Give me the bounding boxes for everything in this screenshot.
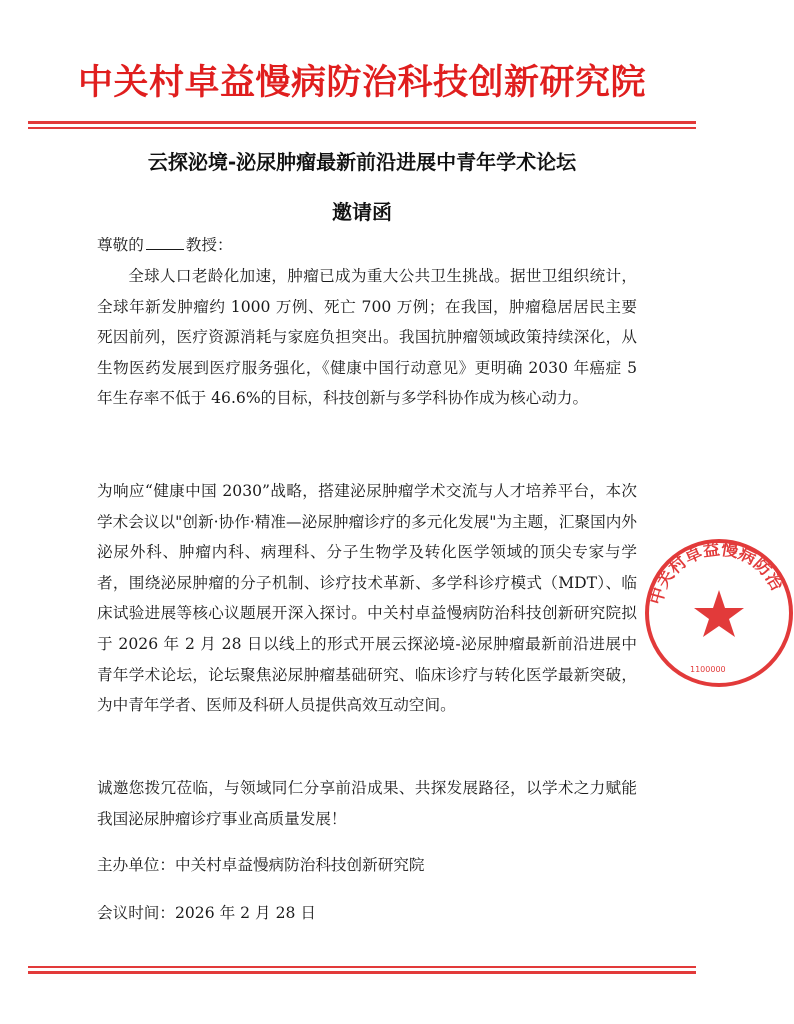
seal-code: 1100000 [690,665,726,674]
seal-star-icon [694,590,744,637]
paragraph-theme: 为响应“健康中国 2030”战略，搭建泌尿肿瘤学术交流与人才培养平台，本次学术会议以"创新·协作·精准—泌尿肿瘤诊疗的多元化发展"为主题，汇聚国内外泌尿外科、肿瘤内科、病理科、分子生物学及转化医学领域的顶尖专家与学者，围绕泌尿肿瘤的分子机制、诊疗技术革新、多学科诊疗模式（MDT）、临床试验进展等核心议题展开深入探讨。中关村卓益慢病防治科技创新研究院拟于 2026 年 2 月 28 日以线上的形式开展云探泌境-泌尿肿瘤最新前沿进展中青年学术论坛，论坛聚焦泌尿肿瘤基础研究、临床诊疗与转化医学最新突破，为中青年学者、医师及科研人员提供高效互动空间。 [97,482,637,715]
salutation [97,232,233,258]
footer-rule-thick [28,971,696,974]
header-rule-thin [28,127,696,129]
salutation-suffix: 教授： [185,236,233,254]
seal-text: 中关村卓益慢病防治 [646,539,787,607]
name-blank [146,233,184,250]
official-seal-icon [644,538,794,688]
footer-rule-thin [28,966,696,968]
organization-header: 中关村卓益慢病防治科技创新研究院 [77,63,646,103]
document-title: 云探泌境-泌尿肿瘤最新前沿进展中青年学术论坛 [147,150,577,174]
document-subtitle: 邀请函 [332,200,392,224]
meeting-time-line: 会议时间：2026 年 2 月 28 日 [97,904,316,922]
salutation-prefix: 尊敬的 [97,236,144,254]
header-rule-thick [28,121,696,124]
organizer-line: 主办单位：中关村卓益慢病防治科技创新研究院 [97,856,425,874]
paragraph-intro: 全球人口老龄化加速，肿瘤已成为重大公共卫生挑战。据世卫组织统计，全球年新发肿瘤约 1000 万例、死亡 700 万例；在我国，肿瘤稳居居民主要死因前列，医疗资源消耗与家庭负担突出。我国抗肿瘤领域政策持续深化，从生物医药发展到医疗服务强化，《健康中国行动意见》更明确 2030 年癌症 5 年生存率不低于 46.6%的目标，科技创新与多学科协作成为核心动力。 [97,267,637,408]
paragraph-invitation: 诚邀您拨冗莅临，与领域同仁分享前沿成果、共探发展路径，以学术之力赋能我国泌尿肿瘤诊疗事业高质量发展！ [97,779,637,828]
